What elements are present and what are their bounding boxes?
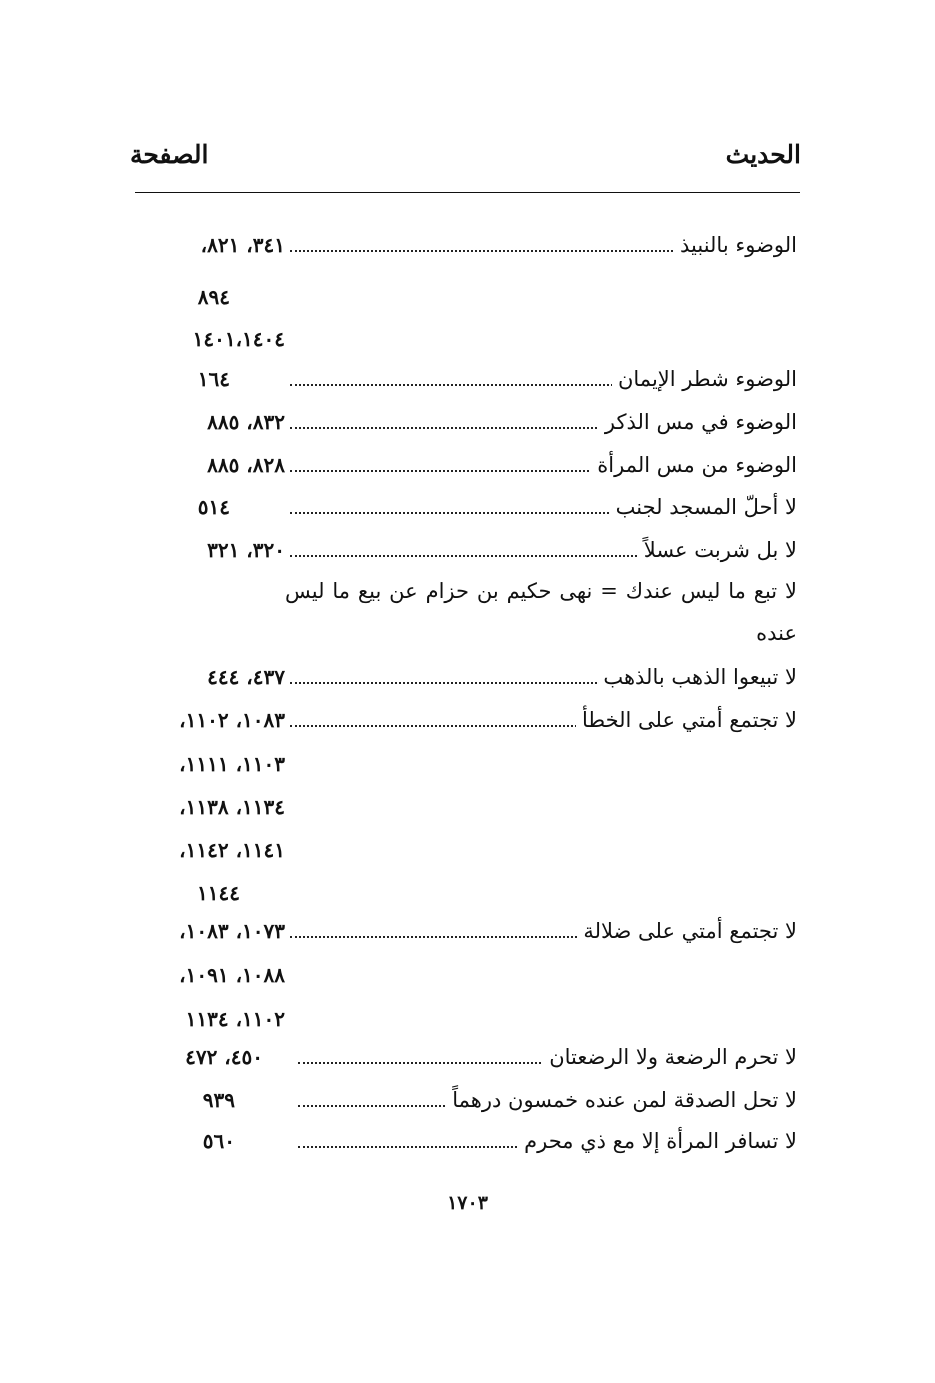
hadith-text: لا تسافر المرأة إلا مع ذي محرم	[518, 1124, 797, 1158]
page-numbers: ٥١٤	[197, 495, 230, 519]
page-numbers: ١٠٧٣، ١٠٨٣،	[179, 919, 285, 943]
index-entry-continuation	[0, 876, 935, 910]
hadith-text: لا تبيعوا الذهب بالذهب	[597, 660, 797, 694]
hadith-text: الوضوء شطر الإيمان	[612, 362, 797, 396]
index-entry-continuation	[0, 280, 935, 314]
index-entry	[0, 1040, 935, 1074]
index-entry	[0, 570, 935, 660]
page-numbers: ٤٥٠، ٤٧٢	[185, 1045, 263, 1069]
index-entry-continuation	[0, 747, 935, 781]
index-entry	[0, 660, 935, 694]
hadith-text: الوضوء بالنبيذ	[674, 228, 797, 262]
index-entry-continuation	[0, 1002, 935, 1036]
page-numbers: ٨٣٢، ٨٨٥	[207, 410, 285, 434]
page-numbers: ١٤٠١،١٤٠٤	[192, 327, 285, 351]
index-entry-continuation	[0, 322, 935, 356]
hadith-text: لا تحل الصدقة لمن عنده خمسون درهماً	[446, 1083, 797, 1117]
header-rule	[135, 192, 800, 193]
page-numbers: ٣٢٠، ٣٢١	[207, 538, 285, 562]
hadith-text: لا تبع ما ليس عندك = نهى حكيم بن حزام عن بيع ما ليس عنده	[285, 570, 797, 654]
hadith-text: الوضوء من مس المرأة	[591, 448, 797, 482]
page-numbers: ٥٦٠	[202, 1129, 235, 1153]
index-entry	[0, 490, 935, 524]
hadith-text: لا أحلّ المسجد لجنب	[610, 490, 797, 524]
index-entry	[0, 448, 935, 482]
page-numbers: ١٠٨٨، ١٠٩١،	[179, 963, 285, 987]
page-numbers: ٨٩٤	[197, 285, 230, 309]
page-numbers: ١٦٤	[197, 367, 230, 391]
index-entry	[0, 228, 935, 262]
page-numbers: ٨٢٨، ٨٨٥	[207, 453, 285, 477]
index-entry	[0, 703, 935, 737]
page-numbers: ٤٣٧، ٤٤٤	[207, 665, 285, 689]
hadith-text: لا تحرم الرضعة ولا الرضعتان	[543, 1040, 797, 1074]
hadith-text: لا تجتمع أمتي على ضلالة	[577, 914, 797, 948]
index-entry	[0, 1083, 935, 1117]
page-numbers: ١١٣٤، ١١٣٨،	[179, 795, 285, 819]
index-entry-continuation	[0, 833, 935, 867]
page-numbers: ١٠٨٣، ١١٠٢،	[179, 708, 285, 732]
page-numbers: ٣٤١، ٨٢١،	[200, 233, 285, 257]
page-numbers: ١١٤٤	[197, 881, 240, 905]
page-numbers: ١١٤١، ١١٤٢،	[179, 838, 285, 862]
page-numbers: ١١٠٣، ١١١١،	[179, 752, 285, 776]
index-entry-continuation	[0, 958, 935, 992]
page-numbers: ١١٠٢، ١١٣٤	[185, 1007, 285, 1031]
index-entry	[0, 405, 935, 439]
index-entry	[0, 362, 935, 396]
hadith-text: لا بل شربت عسلاً	[638, 533, 797, 567]
index-entry	[0, 914, 935, 948]
page-numbers: ٩٣٩	[202, 1088, 235, 1112]
column-heading-page: الصفحة	[130, 140, 209, 169]
column-heading-hadith: الحديث	[725, 140, 801, 169]
page-number: ١٧٠٣	[447, 1192, 488, 1214]
index-entry	[0, 1124, 935, 1158]
hadith-text: لا تجتمع أمتي على الخطأ	[576, 703, 797, 737]
index-entry	[0, 533, 935, 567]
hadith-text: الوضوء في مس الذكر	[599, 405, 797, 439]
index-entry-continuation	[0, 790, 935, 824]
